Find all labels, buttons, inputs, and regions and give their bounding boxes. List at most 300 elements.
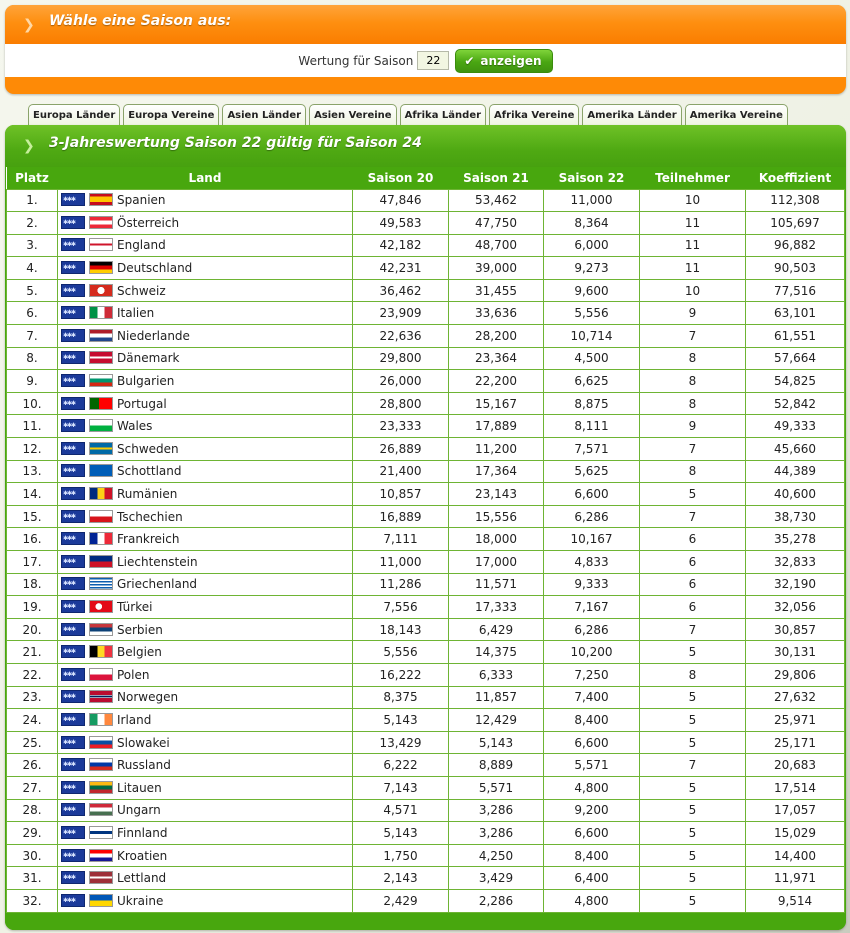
participants-cell: 6 bbox=[640, 596, 746, 619]
tab-asien-vereine[interactable]: Asien Vereine bbox=[309, 104, 397, 126]
country-name[interactable]: Irland bbox=[117, 712, 152, 727]
uefa-stars-icon bbox=[61, 713, 85, 726]
table-row bbox=[7, 189, 845, 212]
season-21-cell: 11,200 bbox=[449, 438, 544, 461]
country-name[interactable]: Schweiz bbox=[117, 283, 166, 298]
participants-cell: 7 bbox=[640, 618, 746, 641]
table-row bbox=[7, 392, 845, 415]
participants-cell: 7 bbox=[640, 325, 746, 348]
country-flag-icon bbox=[89, 261, 113, 274]
participants-cell: 8 bbox=[640, 663, 746, 686]
participants-cell: 7 bbox=[640, 438, 746, 461]
country-name[interactable]: England bbox=[117, 238, 166, 253]
season-label: Wertung für Saison bbox=[298, 53, 414, 68]
coefficient-cell: 45,660 bbox=[746, 438, 845, 461]
country-flag-icon bbox=[89, 758, 113, 771]
coefficient-cell: 105,697 bbox=[746, 212, 845, 235]
season-22-cell: 5,571 bbox=[544, 754, 640, 777]
rank-cell: 26. bbox=[7, 754, 58, 777]
season-21-cell: 15,167 bbox=[449, 392, 544, 415]
country-name[interactable]: Türkei bbox=[117, 599, 153, 614]
rank-cell: 28. bbox=[7, 799, 58, 822]
season-22-cell: 10,167 bbox=[544, 528, 640, 551]
uefa-stars-icon bbox=[61, 351, 85, 364]
uefa-stars-icon bbox=[61, 894, 85, 907]
col-platz[interactable]: Platz bbox=[7, 167, 58, 189]
country-cell bbox=[58, 438, 353, 461]
coefficient-cell: 38,730 bbox=[746, 505, 845, 528]
country-cell bbox=[58, 618, 353, 641]
coefficient-cell: 96,882 bbox=[746, 234, 845, 257]
country-cell bbox=[58, 370, 353, 393]
tab-europa-vereine[interactable]: Europa Vereine bbox=[123, 104, 219, 126]
rank-cell: 6. bbox=[7, 302, 58, 325]
season-21-cell: 53,462 bbox=[449, 189, 544, 212]
country-flag-icon bbox=[89, 374, 113, 387]
country-name[interactable]: Tschechien bbox=[117, 509, 183, 524]
country-cell bbox=[58, 889, 353, 912]
uefa-stars-icon bbox=[61, 623, 85, 636]
season-20-cell: 23,333 bbox=[353, 415, 449, 438]
country-name[interactable]: Russland bbox=[117, 758, 171, 773]
season-20-cell: 13,429 bbox=[353, 731, 449, 754]
tab-amerika-vereine[interactable]: Amerika Vereine bbox=[685, 104, 788, 126]
season-selector-footer bbox=[5, 77, 846, 94]
table-row bbox=[7, 731, 845, 754]
country-flag-icon bbox=[89, 216, 113, 229]
table-row bbox=[7, 686, 845, 709]
coefficient-cell: 90,503 bbox=[746, 257, 845, 280]
season-21-cell: 15,556 bbox=[449, 505, 544, 528]
country-name[interactable]: Frankreich bbox=[117, 532, 180, 547]
rank-cell: 25. bbox=[7, 731, 58, 754]
country-name[interactable]: Dänemark bbox=[117, 351, 180, 366]
country-cell bbox=[58, 279, 353, 302]
country-name[interactable]: Slowakei bbox=[117, 735, 170, 750]
country-name[interactable]: Belgien bbox=[117, 645, 162, 660]
season-22-cell: 5,625 bbox=[544, 460, 640, 483]
season-21-cell: 23,364 bbox=[449, 347, 544, 370]
rank-cell: 30. bbox=[7, 844, 58, 867]
season-22-cell: 9,200 bbox=[544, 799, 640, 822]
coefficient-cell: 63,101 bbox=[746, 302, 845, 325]
season-20-cell: 18,143 bbox=[353, 618, 449, 641]
country-cell bbox=[58, 663, 353, 686]
season-21-cell: 22,200 bbox=[449, 370, 544, 393]
rank-cell: 32. bbox=[7, 889, 58, 912]
coefficient-cell: 32,056 bbox=[746, 596, 845, 619]
country-flag-icon bbox=[89, 713, 113, 726]
season-20-cell: 26,000 bbox=[353, 370, 449, 393]
country-cell bbox=[58, 844, 353, 867]
table-row bbox=[7, 889, 845, 912]
season-20-cell: 21,400 bbox=[353, 460, 449, 483]
col-saison-22[interactable]: Saison 22 bbox=[544, 167, 640, 189]
uefa-stars-icon bbox=[61, 736, 85, 749]
country-flag-icon bbox=[89, 668, 113, 681]
season-21-cell: 11,857 bbox=[449, 686, 544, 709]
ranking-title: 3-Jahreswertung Saison 22 gültig für Saison 24 bbox=[49, 135, 422, 151]
country-flag-icon bbox=[89, 690, 113, 703]
table-row bbox=[7, 370, 845, 393]
participants-cell: 9 bbox=[640, 415, 746, 438]
table-row bbox=[7, 528, 845, 551]
coefficient-cell: 15,029 bbox=[746, 822, 845, 845]
country-flag-icon bbox=[89, 803, 113, 816]
uefa-stars-icon bbox=[61, 374, 85, 387]
season-21-cell: 11,571 bbox=[449, 573, 544, 596]
rank-cell: 4. bbox=[7, 257, 58, 280]
uefa-stars-icon bbox=[61, 849, 85, 862]
season-21-cell: 6,333 bbox=[449, 663, 544, 686]
col-koeffizient[interactable]: Koeffizient bbox=[746, 167, 845, 189]
season-21-cell: 3,286 bbox=[449, 799, 544, 822]
country-cell bbox=[58, 528, 353, 551]
participants-cell: 5 bbox=[640, 709, 746, 732]
season-22-cell: 7,167 bbox=[544, 596, 640, 619]
table-row bbox=[7, 347, 845, 370]
season-20-cell: 42,182 bbox=[353, 234, 449, 257]
table-row bbox=[7, 663, 845, 686]
country-cell bbox=[58, 460, 353, 483]
season-20-cell: 10,857 bbox=[353, 483, 449, 506]
ranking-header bbox=[5, 125, 846, 167]
country-name[interactable]: Spanien bbox=[117, 193, 166, 208]
table-row bbox=[7, 505, 845, 528]
season-21-cell: 2,286 bbox=[449, 889, 544, 912]
uefa-stars-icon bbox=[61, 532, 85, 545]
country-name[interactable]: Wales bbox=[117, 419, 153, 434]
rank-cell: 13. bbox=[7, 460, 58, 483]
coefficient-cell: 52,842 bbox=[746, 392, 845, 415]
country-name[interactable]: Litauen bbox=[117, 780, 162, 795]
country-name[interactable]: Ukraine bbox=[117, 893, 164, 908]
season-21-cell: 5,571 bbox=[449, 776, 544, 799]
country-flag-icon bbox=[89, 600, 113, 613]
country-name[interactable]: Österreich bbox=[117, 215, 180, 230]
country-name[interactable]: Portugal bbox=[117, 396, 167, 411]
coefficient-cell: 44,389 bbox=[746, 460, 845, 483]
season-22-cell: 9,333 bbox=[544, 573, 640, 596]
tab-afrika-länder[interactable]: Afrika Länder bbox=[400, 104, 486, 126]
uefa-stars-icon bbox=[61, 668, 85, 681]
participants-cell: 5 bbox=[640, 483, 746, 506]
season-22-cell: 8,875 bbox=[544, 392, 640, 415]
col-saison-21[interactable]: Saison 21 bbox=[449, 167, 544, 189]
coefficient-cell: 32,833 bbox=[746, 551, 845, 574]
season-22-cell: 10,200 bbox=[544, 641, 640, 664]
rank-cell: 12. bbox=[7, 438, 58, 461]
season-22-cell: 6,000 bbox=[544, 234, 640, 257]
country-cell bbox=[58, 754, 353, 777]
country-flag-icon bbox=[89, 284, 113, 297]
country-cell bbox=[58, 867, 353, 890]
region-tabs bbox=[28, 104, 788, 126]
country-name[interactable]: Italien bbox=[117, 306, 155, 321]
rank-cell: 15. bbox=[7, 505, 58, 528]
country-flag-icon bbox=[89, 487, 113, 500]
coefficient-cell: 14,400 bbox=[746, 844, 845, 867]
country-cell bbox=[58, 302, 353, 325]
uefa-stars-icon bbox=[61, 216, 85, 229]
uefa-stars-icon bbox=[61, 464, 85, 477]
country-name[interactable]: Liechtenstein bbox=[117, 554, 198, 569]
country-cell bbox=[58, 505, 353, 528]
country-name[interactable]: Kroatien bbox=[117, 848, 168, 863]
country-flag-icon bbox=[89, 577, 113, 590]
season-22-cell: 6,600 bbox=[544, 731, 640, 754]
table-row bbox=[7, 325, 845, 348]
country-name[interactable]: Schottland bbox=[117, 464, 182, 479]
season-22-cell: 7,250 bbox=[544, 663, 640, 686]
uefa-stars-icon bbox=[61, 442, 85, 455]
uefa-stars-icon bbox=[61, 690, 85, 703]
coefficient-cell: 40,600 bbox=[746, 483, 845, 506]
country-cell bbox=[58, 325, 353, 348]
uefa-stars-icon bbox=[61, 803, 85, 816]
country-flag-icon bbox=[89, 555, 113, 568]
season-21-cell: 47,750 bbox=[449, 212, 544, 235]
table-row bbox=[7, 551, 845, 574]
season-20-cell: 28,800 bbox=[353, 392, 449, 415]
table-row bbox=[7, 641, 845, 664]
participants-cell: 11 bbox=[640, 234, 746, 257]
coefficient-cell: 20,683 bbox=[746, 754, 845, 777]
table-row bbox=[7, 596, 845, 619]
rank-cell: 27. bbox=[7, 776, 58, 799]
season-22-cell: 7,400 bbox=[544, 686, 640, 709]
season-22-cell: 6,600 bbox=[544, 483, 640, 506]
table-row bbox=[7, 279, 845, 302]
season-selector-form bbox=[5, 44, 846, 77]
table-row bbox=[7, 415, 845, 438]
uefa-stars-icon bbox=[61, 781, 85, 794]
uefa-stars-icon bbox=[61, 329, 85, 342]
country-name[interactable]: Norwegen bbox=[117, 690, 179, 705]
season-22-cell: 8,400 bbox=[544, 709, 640, 732]
season-20-cell: 1,750 bbox=[353, 844, 449, 867]
season-20-cell: 42,231 bbox=[353, 257, 449, 280]
rank-cell: 8. bbox=[7, 347, 58, 370]
participants-cell: 11 bbox=[640, 212, 746, 235]
season-input[interactable] bbox=[417, 51, 449, 70]
country-cell bbox=[58, 686, 353, 709]
tab-amerika-länder[interactable]: Amerika Länder bbox=[582, 104, 681, 126]
season-21-cell: 4,250 bbox=[449, 844, 544, 867]
country-name[interactable]: Serbien bbox=[117, 622, 163, 637]
coefficient-cell: 29,806 bbox=[746, 663, 845, 686]
rank-cell: 5. bbox=[7, 279, 58, 302]
rank-cell: 23. bbox=[7, 686, 58, 709]
coefficient-cell: 35,278 bbox=[746, 528, 845, 551]
col-teilnehmer[interactable]: Teilnehmer bbox=[640, 167, 746, 189]
country-name[interactable]: Ungarn bbox=[117, 803, 161, 818]
coefficient-cell: 32,190 bbox=[746, 573, 845, 596]
season-22-cell: 9,600 bbox=[544, 279, 640, 302]
season-21-cell: 17,333 bbox=[449, 596, 544, 619]
participants-cell: 5 bbox=[640, 867, 746, 890]
country-flag-icon bbox=[89, 442, 113, 455]
season-21-cell: 39,000 bbox=[449, 257, 544, 280]
rank-cell: 18. bbox=[7, 573, 58, 596]
country-name[interactable]: Finnland bbox=[117, 825, 168, 840]
table-row bbox=[7, 460, 845, 483]
season-20-cell: 49,583 bbox=[353, 212, 449, 235]
col-saison-20[interactable]: Saison 20 bbox=[353, 167, 449, 189]
country-name[interactable]: Bulgarien bbox=[117, 374, 175, 389]
season-20-cell: 22,636 bbox=[353, 325, 449, 348]
country-name[interactable]: Griechenland bbox=[117, 577, 198, 592]
country-cell bbox=[58, 189, 353, 212]
season-22-cell: 9,273 bbox=[544, 257, 640, 280]
season-21-cell: 8,889 bbox=[449, 754, 544, 777]
participants-cell: 5 bbox=[640, 889, 746, 912]
country-flag-icon bbox=[89, 351, 113, 364]
uefa-stars-icon bbox=[61, 758, 85, 771]
season-22-cell: 5,556 bbox=[544, 302, 640, 325]
country-flag-icon bbox=[89, 736, 113, 749]
participants-cell: 6 bbox=[640, 551, 746, 574]
season-21-cell: 31,455 bbox=[449, 279, 544, 302]
participants-cell: 5 bbox=[640, 844, 746, 867]
participants-cell: 5 bbox=[640, 776, 746, 799]
country-cell bbox=[58, 347, 353, 370]
table-row bbox=[7, 212, 845, 235]
country-name[interactable]: Deutschland bbox=[117, 261, 193, 276]
season-20-cell: 7,556 bbox=[353, 596, 449, 619]
participants-cell: 7 bbox=[640, 754, 746, 777]
uefa-stars-icon bbox=[61, 306, 85, 319]
rank-cell: 14. bbox=[7, 483, 58, 506]
coefficient-cell: 61,551 bbox=[746, 325, 845, 348]
rank-cell: 9. bbox=[7, 370, 58, 393]
table-row bbox=[7, 776, 845, 799]
season-21-cell: 12,429 bbox=[449, 709, 544, 732]
coefficient-cell: 30,131 bbox=[746, 641, 845, 664]
season-22-cell: 4,833 bbox=[544, 551, 640, 574]
coefficient-cell: 77,516 bbox=[746, 279, 845, 302]
season-22-cell: 4,800 bbox=[544, 889, 640, 912]
country-flag-icon bbox=[89, 238, 113, 251]
uefa-stars-icon bbox=[61, 577, 85, 590]
show-button[interactable] bbox=[455, 49, 552, 73]
country-cell bbox=[58, 709, 353, 732]
uefa-stars-icon bbox=[61, 238, 85, 251]
country-name[interactable]: Lettland bbox=[117, 871, 167, 886]
coefficient-cell: 17,514 bbox=[746, 776, 845, 799]
season-20-cell: 11,000 bbox=[353, 551, 449, 574]
col-land[interactable]: Land bbox=[58, 167, 353, 189]
coefficient-cell: 49,333 bbox=[746, 415, 845, 438]
rank-cell: 22. bbox=[7, 663, 58, 686]
country-name[interactable]: Polen bbox=[117, 667, 150, 682]
country-flag-icon bbox=[89, 871, 113, 884]
tab-asien-länder[interactable]: Asien Länder bbox=[222, 104, 306, 126]
country-cell bbox=[58, 573, 353, 596]
season-22-cell: 11,000 bbox=[544, 189, 640, 212]
season-21-cell: 3,286 bbox=[449, 822, 544, 845]
season-20-cell: 7,143 bbox=[353, 776, 449, 799]
country-flag-icon bbox=[89, 419, 113, 432]
rank-cell: 10. bbox=[7, 392, 58, 415]
rank-cell: 19. bbox=[7, 596, 58, 619]
uefa-stars-icon bbox=[61, 261, 85, 274]
participants-cell: 8 bbox=[640, 347, 746, 370]
uefa-stars-icon bbox=[61, 397, 85, 410]
country-name[interactable]: Schweden bbox=[117, 441, 179, 456]
season-20-cell: 47,846 bbox=[353, 189, 449, 212]
table-row bbox=[7, 618, 845, 641]
participants-cell: 5 bbox=[640, 731, 746, 754]
season-22-cell: 6,286 bbox=[544, 505, 640, 528]
coefficient-cell: 27,632 bbox=[746, 686, 845, 709]
participants-cell: 5 bbox=[640, 799, 746, 822]
season-21-cell: 17,889 bbox=[449, 415, 544, 438]
season-20-cell: 2,429 bbox=[353, 889, 449, 912]
ranking-header-row bbox=[7, 167, 845, 189]
country-flag-icon bbox=[89, 193, 113, 206]
season-20-cell: 2,143 bbox=[353, 867, 449, 890]
season-20-cell: 16,889 bbox=[353, 505, 449, 528]
country-cell bbox=[58, 415, 353, 438]
table-row bbox=[7, 302, 845, 325]
tab-europa-länder[interactable]: Europa Länder bbox=[28, 104, 120, 126]
season-20-cell: 26,889 bbox=[353, 438, 449, 461]
coefficient-cell: 25,171 bbox=[746, 731, 845, 754]
country-flag-icon bbox=[89, 306, 113, 319]
chevron-right-icon: ❯ bbox=[23, 138, 35, 154]
uefa-stars-icon bbox=[61, 419, 85, 432]
rank-cell: 16. bbox=[7, 528, 58, 551]
country-cell bbox=[58, 212, 353, 235]
season-20-cell: 5,143 bbox=[353, 709, 449, 732]
table-row bbox=[7, 799, 845, 822]
rank-cell: 31. bbox=[7, 867, 58, 890]
season-selector-header bbox=[5, 5, 846, 44]
country-cell bbox=[58, 483, 353, 506]
country-flag-icon bbox=[89, 645, 113, 658]
participants-cell: 9 bbox=[640, 302, 746, 325]
table-row bbox=[7, 822, 845, 845]
uefa-stars-icon bbox=[61, 645, 85, 658]
coefficient-cell: 17,057 bbox=[746, 799, 845, 822]
participants-cell: 8 bbox=[640, 370, 746, 393]
season-21-cell: 6,429 bbox=[449, 618, 544, 641]
uefa-stars-icon bbox=[61, 284, 85, 297]
country-flag-icon bbox=[89, 329, 113, 342]
season-20-cell: 8,375 bbox=[353, 686, 449, 709]
table-row bbox=[7, 709, 845, 732]
season-22-cell: 4,800 bbox=[544, 776, 640, 799]
coefficient-cell: 11,971 bbox=[746, 867, 845, 890]
season-20-cell: 36,462 bbox=[353, 279, 449, 302]
rank-cell: 2. bbox=[7, 212, 58, 235]
season-22-cell: 7,571 bbox=[544, 438, 640, 461]
coefficient-cell: 54,825 bbox=[746, 370, 845, 393]
country-flag-icon bbox=[89, 781, 113, 794]
country-name[interactable]: Rumänien bbox=[117, 487, 178, 502]
country-cell bbox=[58, 731, 353, 754]
uefa-stars-icon bbox=[61, 555, 85, 568]
country-flag-icon bbox=[89, 532, 113, 545]
country-name[interactable]: Niederlande bbox=[117, 328, 190, 343]
tab-afrika-vereine[interactable]: Afrika Vereine bbox=[489, 104, 579, 126]
ranking-footer bbox=[5, 917, 846, 930]
season-22-cell: 4,500 bbox=[544, 347, 640, 370]
rank-cell: 1. bbox=[7, 189, 58, 212]
rank-cell: 24. bbox=[7, 709, 58, 732]
chevron-right-icon: ❯ bbox=[23, 16, 35, 33]
